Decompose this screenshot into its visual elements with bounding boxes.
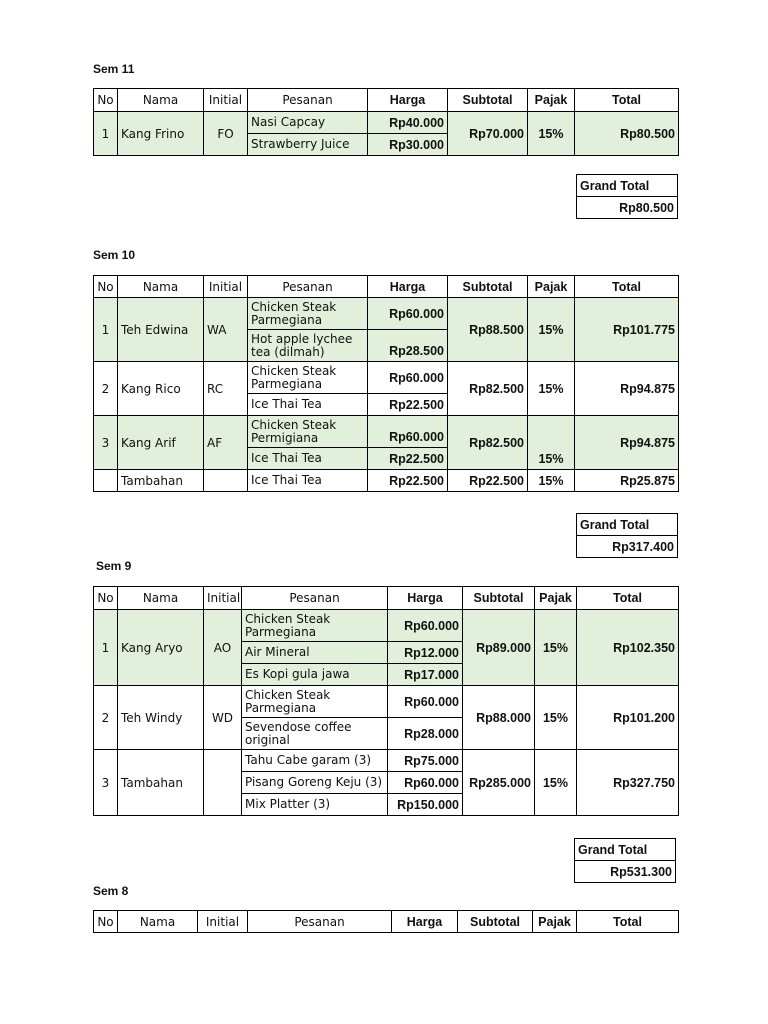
grand-total-label: Grand Total — [575, 839, 676, 861]
col-header-pajak: Pajak — [535, 587, 577, 610]
col-header-subtotal: Subtotal — [458, 911, 533, 933]
col-header-no: No — [94, 276, 118, 298]
cell-harga: Rp60.000 — [368, 362, 448, 394]
cell-nama: Kang Aryo — [118, 610, 204, 686]
cell-harga: Rp150.000 — [388, 794, 463, 816]
cell-no: 3 — [94, 750, 118, 816]
col-header-initial: Initial — [204, 276, 248, 298]
cell-no — [94, 470, 118, 492]
cell-no: 2 — [94, 686, 118, 750]
grand-total-value: Rp317.400 — [577, 536, 678, 558]
col-header-subtotal: Subtotal — [448, 276, 528, 298]
cell-nama: Kang Frino — [118, 112, 204, 156]
col-header-nama: Nama — [118, 89, 204, 112]
grand-total-value: Rp80.500 — [577, 197, 678, 219]
cell-pajak: 15% — [528, 470, 575, 492]
cell-harga: Rp12.000 — [388, 642, 463, 664]
cell-pesanan: Chicken Steak Parmegiana — [248, 362, 368, 394]
cell-pesanan: Mix Platter (3) — [242, 794, 388, 816]
cell-pesanan: Ice Thai Tea — [248, 394, 368, 416]
cell-pesanan: Ice Thai Tea — [248, 470, 368, 492]
cell-pajak: 15% — [535, 686, 577, 750]
cell-no: 2 — [94, 362, 118, 416]
cell-initial: WD — [204, 686, 242, 750]
table-header-row — [94, 89, 679, 112]
col-header-subtotal: Subtotal — [448, 89, 528, 112]
cell-pesanan: Nasi Capcay — [248, 112, 368, 134]
cell-harga: Rp30.000 — [368, 134, 448, 156]
cell-harga: Rp60.000 — [368, 416, 448, 448]
cell-nama: Teh Edwina — [118, 298, 204, 362]
cell-pesanan: Ice Thai Tea — [248, 448, 368, 470]
cell-nama: Tambahan — [118, 470, 204, 492]
col-header-pesanan: Pesanan — [242, 587, 388, 610]
section-title-sem-10: Sem 10 — [93, 248, 136, 262]
col-header-pajak: Pajak — [528, 89, 575, 112]
cell-initial: AF — [204, 416, 248, 470]
cell-initial: AO — [204, 610, 242, 686]
cell-no: 1 — [94, 610, 118, 686]
table-row — [94, 362, 679, 394]
table-header-row — [94, 587, 679, 610]
col-header-pesanan: Pesanan — [248, 276, 368, 298]
cell-total: Rp101.775 — [575, 298, 679, 362]
cell-no: 3 — [94, 416, 118, 470]
cell-pesanan: Es Kopi gula jawa — [242, 664, 388, 686]
cell-pajak: 15% — [528, 112, 575, 156]
col-header-pesanan: Pesanan — [248, 89, 368, 112]
cell-pesanan: Strawberry Juice — [248, 134, 368, 156]
order-table-sem-10 — [93, 275, 679, 492]
cell-total: Rp25.875 — [575, 470, 679, 492]
grand-total-label: Grand Total — [577, 175, 678, 197]
table-row — [94, 686, 679, 718]
cell-initial: WA — [204, 298, 248, 362]
col-header-harga: Harga — [368, 89, 448, 112]
cell-harga: Rp28.500 — [368, 330, 448, 362]
col-header-harga: Harga — [368, 276, 448, 298]
cell-harga: Rp60.000 — [388, 686, 463, 718]
cell-initial: RC — [204, 362, 248, 416]
cell-harga: Rp60.000 — [368, 298, 448, 330]
col-header-initial: Initial — [204, 587, 242, 610]
cell-subtotal: Rp22.500 — [448, 470, 528, 492]
cell-pesanan: Chicken Steak Parmegiana — [242, 610, 388, 642]
grand-total-label: Grand Total — [577, 514, 678, 536]
cell-pajak: 15% — [528, 416, 575, 470]
cell-initial: FO — [204, 112, 248, 156]
cell-pesanan: Sevendose coffee original — [242, 718, 388, 750]
table-row — [94, 750, 679, 772]
grand-total-box-sem-11 — [576, 174, 678, 219]
col-header-nama: Nama — [118, 911, 198, 933]
table-row — [94, 610, 679, 642]
cell-subtotal: Rp88.500 — [448, 298, 528, 362]
col-header-pajak: Pajak — [533, 911, 577, 933]
col-header-initial: Initial — [204, 89, 248, 112]
col-header-no: No — [94, 911, 118, 933]
cell-total: Rp94.875 — [575, 416, 679, 470]
cell-subtotal: Rp82.500 — [448, 362, 528, 416]
cell-pesanan: Air Mineral — [242, 642, 388, 664]
cell-harga: Rp60.000 — [388, 610, 463, 642]
cell-nama: Teh Windy — [118, 686, 204, 750]
cell-harga: Rp75.000 — [388, 750, 463, 772]
cell-pajak: 15% — [528, 362, 575, 416]
cell-pesanan: Hot apple lychee tea (dilmah) — [248, 330, 368, 362]
col-header-no: No — [94, 587, 118, 610]
table-row — [94, 112, 679, 134]
col-header-pesanan: Pesanan — [248, 911, 392, 933]
cell-pesanan: Chicken Steak Permigiana — [248, 416, 368, 448]
cell-total: Rp101.200 — [577, 686, 679, 750]
cell-no: 1 — [94, 112, 118, 156]
cell-total: Rp94.875 — [575, 362, 679, 416]
section-title-sem-9: Sem 9 — [96, 559, 132, 573]
section-title-sem-11: Sem 11 — [93, 62, 135, 76]
cell-nama: Kang Rico — [118, 362, 204, 416]
table-row — [94, 298, 679, 330]
cell-total: Rp102.350 — [577, 610, 679, 686]
order-table-sem-11 — [93, 88, 679, 156]
cell-subtotal: Rp89.000 — [463, 610, 535, 686]
col-header-total: Total — [575, 276, 679, 298]
cell-subtotal: Rp70.000 — [448, 112, 528, 156]
cell-harga: Rp60.000 — [388, 772, 463, 794]
col-header-total: Total — [577, 587, 679, 610]
col-header-subtotal: Subtotal — [463, 587, 535, 610]
cell-subtotal: Rp88.000 — [463, 686, 535, 750]
table-header-row — [94, 911, 679, 933]
cell-pajak: 15% — [528, 298, 575, 362]
cell-total: Rp327.750 — [577, 750, 679, 816]
cell-total: Rp80.500 — [575, 112, 679, 156]
col-header-harga: Harga — [388, 587, 463, 610]
cell-harga: Rp28.000 — [388, 718, 463, 750]
cell-pesanan: Tahu Cabe garam (3) — [242, 750, 388, 772]
col-header-nama: Nama — [118, 276, 204, 298]
col-header-pajak: Pajak — [528, 276, 575, 298]
cell-harga: Rp22.500 — [368, 448, 448, 470]
col-header-initial: Initial — [198, 911, 248, 933]
cell-pajak: 15% — [535, 750, 577, 816]
col-header-nama: Nama — [118, 587, 204, 610]
col-header-total: Total — [577, 911, 679, 933]
cell-subtotal: Rp285.000 — [463, 750, 535, 816]
cell-pesanan: Chicken Steak Parmegiana — [242, 686, 388, 718]
grand-total-value: Rp531.300 — [575, 861, 676, 883]
cell-harga: Rp17.000 — [388, 664, 463, 686]
cell-harga: Rp22.500 — [368, 470, 448, 492]
col-header-no: No — [94, 89, 118, 112]
table-row — [94, 470, 679, 492]
col-header-harga: Harga — [392, 911, 458, 933]
cell-pesanan: Chicken Steak Parmegiana — [248, 298, 368, 330]
order-table-sem-8 — [93, 910, 679, 933]
cell-subtotal: Rp82.500 — [448, 416, 528, 470]
cell-no: 1 — [94, 298, 118, 362]
cell-harga: Rp40.000 — [368, 112, 448, 134]
cell-nama: Kang Arif — [118, 416, 204, 470]
table-header-row — [94, 276, 679, 298]
cell-initial — [204, 470, 248, 492]
cell-pajak: 15% — [535, 610, 577, 686]
section-title-sem-8: Sem 8 — [93, 884, 129, 898]
grand-total-box-sem-9 — [574, 838, 676, 883]
cell-harga: Rp22.500 — [368, 394, 448, 416]
table-row — [94, 416, 679, 448]
order-table-sem-9 — [93, 586, 679, 816]
cell-pesanan: Pisang Goreng Keju (3) — [242, 772, 388, 794]
cell-nama: Tambahan — [118, 750, 204, 816]
col-header-total: Total — [575, 89, 679, 112]
grand-total-box-sem-10 — [576, 513, 678, 558]
cell-initial — [204, 750, 242, 816]
